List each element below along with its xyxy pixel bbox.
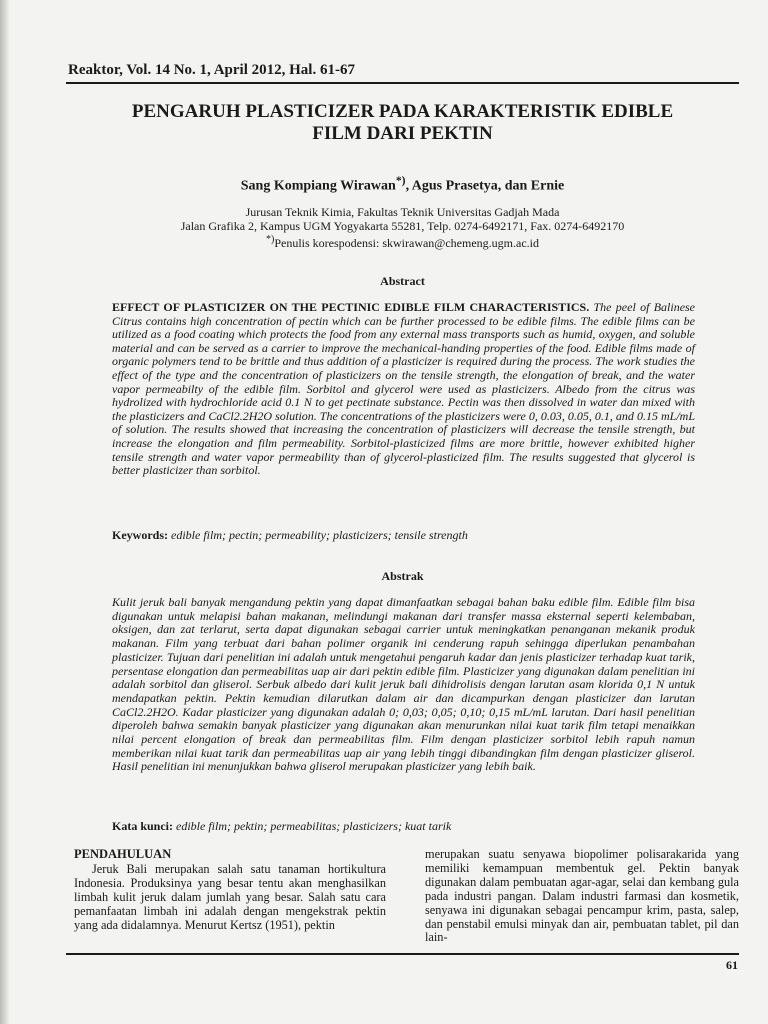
- keywords-label: Keywords:: [112, 528, 168, 542]
- abstract-heading: Abstract: [380, 274, 425, 288]
- paper-title-line-1: PENGARUH PLASTICIZER PADA KARAKTERISTIK EDIBLE: [131, 101, 674, 122]
- kata-kunci-label: Kata kunci:: [112, 819, 174, 833]
- header-rule: [66, 82, 739, 84]
- keywords: [112, 528, 712, 543]
- abstract-text: The peel of Balinese Citrus contains high concentration of pectin which can be further processed to be edible films. The edible films can be utilized as a food coating which protects the food from any external mass transports such as humid, oxygen, and soluble material and can be served as a carrier to improve the mechanical-handing properties of the food. Edible films made of organic polymers tend to be brittle and thus addition of a plasticizer is required during the process. The work studies the effect of the type and the concentration of plasticizers on the tensile strength, the elongation of break, and the water vapor permeabilty of the edible film. Sorbitol and glycerol were used as plasticizers. Albedo from the citrus was hydrolized with hydrochloride acid 0.1 N to get pectinate substance. Pectin was then dissolved in water dan mixed with the plasticizers and CaCl2.2H2O solution. The concentrations of the plasticizers were 0, 0.03, 0.05, 0.1, and 0.15 mL/mL of solution. The results showed that increasing the concentration of plasticizers will decrease the tensile strength, but increase the elongation and film permeability. Sorbitol-plasticized films are more brittle, however exhibited higher tensile strength and water vapor permeability than of glycerol-plasticized film. The results suggested that glycerol is better plasticizer than sorbitol.: [112, 300, 696, 478]
- body-paragraph-right: merupakan suatu senyawa biopolimer polisarakarida yang memiliki kemampuan membentuk gel. Pektin banyak digunakan dalam pembuatan agar-agar, selai dan kembang gula pada industri pangan. Dalam industri farmasi dan kosmetik, senyawa ini digunakan sebagai pencampur krim, pasta, salep, dan penstabil emulsi minyak dan air, pembuatan tablet, pil dan lain-: [425, 847, 739, 945]
- affiliation-line-1: Jurusan Teknik Kimia, Fakultas Teknik Universitas Gadjah Mada: [245, 205, 560, 219]
- section-title-pendahuluan: PENDAHULUAN: [74, 847, 172, 861]
- affiliation-mark: *): [265, 234, 275, 245]
- abstract-lead: EFFECT OF PLASTICIZER ON THE PECTINIC EDIBLE FILM CHARACTERISTICS.: [112, 300, 590, 314]
- body-column-left: [74, 848, 386, 932]
- corresponding-mark: *): [395, 174, 406, 187]
- paper-title-line-2: FILM DARI PEKTIN: [312, 123, 493, 144]
- page-number: 61: [726, 958, 738, 972]
- body-column-right: [425, 848, 739, 945]
- co-authors: , Agus Prasetya, dan Ernie: [405, 178, 565, 194]
- keywords-text: edible film; pectin; permeability; plasticizers; tensile strength: [171, 528, 468, 542]
- affiliation-line-2: Jalan Grafika 2, Kampus UGM Yogyakarta 55281, Telp. 0274-6492171, Fax. 0274-6492170: [180, 218, 625, 233]
- paper-title: [66, 101, 739, 145]
- correspondence-email: Penulis korespodensi: skwirawan@chemeng.ugm.ac.id: [274, 236, 539, 250]
- kata-kunci: [112, 819, 712, 834]
- authors: [66, 174, 739, 195]
- affiliation: [66, 206, 739, 251]
- first-author: Sang Kompiang Wirawan: [240, 178, 396, 194]
- journal-header: Reaktor, Vol. 14 No. 1, April 2012, Hal. 61-67: [68, 62, 355, 78]
- affiliation-line-3: [66, 233, 739, 251]
- abstract-body: [112, 301, 695, 478]
- abstrak-heading: Abstrak: [381, 569, 424, 583]
- footer-rule: [66, 953, 739, 955]
- scan-shadow: [0, 0, 10, 1024]
- body-paragraph-left: Jeruk Bali merupakan salah satu tanaman hortikultura Indonesia. Produksinya yang besar tentu akan menghasilkan limbah kulit jeruk dalam jumlah yang besar. Salah satu cara pemanfaatan limbah ini adalah dengan mengekstrak pektin yang ada didalamnya. Menurut Kertsz (1951), pektin: [74, 861, 386, 932]
- kata-kunci-text: edible film; pektin; permeabilitas; plasticizers; kuat tarik: [176, 819, 452, 833]
- abstrak-body: Kulit jeruk bali banyak mengandung pektin yang dapat dimanfaatkan sebagai bahan baku edible film. Edible film bisa digunakan untuk melapisi bahan makanan, melindungi makanan dari transfer massa eksternal seperti kelembaban, oksigen, dan zat terlarut, serta dapat digunakan sebagai carrier untuk meningkatkan penanganan mekanik produk makanan. Film yang terbuat dari bahan polimer organik ini cenderung rapuh sehingga diperlukan penambahan plasticizer. Tujuan dari penelitian ini adalah untuk mengetahui pengaruh kadar dan jenis plasticizer terhadap kuat tarik, persentase elongation dan permeabilitas uap air dari pektin edible film. Plasticizer yang digunakan dalam penelitian ini adalah sorbitol dan gliserol. Serbuk albedo dari kulit jeruk bali dihidrolisis dengan larutan asam klorida 0,1 N untuk mendapatkan pektin. Pektin kemudian dilarutkan dalam air dan dicampurkan dengan plasticizer dan larutan CaCl2.2H2O. Kadar plasticizer yang digunakan adalah 0; 0,03; 0,05; 0,10; 0,15 mL/mL larutan. Dari hasil penelitian diperoleh bahwa semakin banyak plasticizer yang digunakan akan menurunkan nilai kuat tarik film tetapi menaikkan nilai percent elongation of break dan permeabilitas film. Film dengan plasticizer sorbitol lebih rapuh namun memberikan nilai kuat tarik dan permeabilitas uap air yang lebih tinggi dibandingkan film dengan plasticizer gliserol. Hasil penelitian ini menunjukkan bahwa gliserol merupakan plasticizer yang lebih baik.: [112, 595, 695, 774]
